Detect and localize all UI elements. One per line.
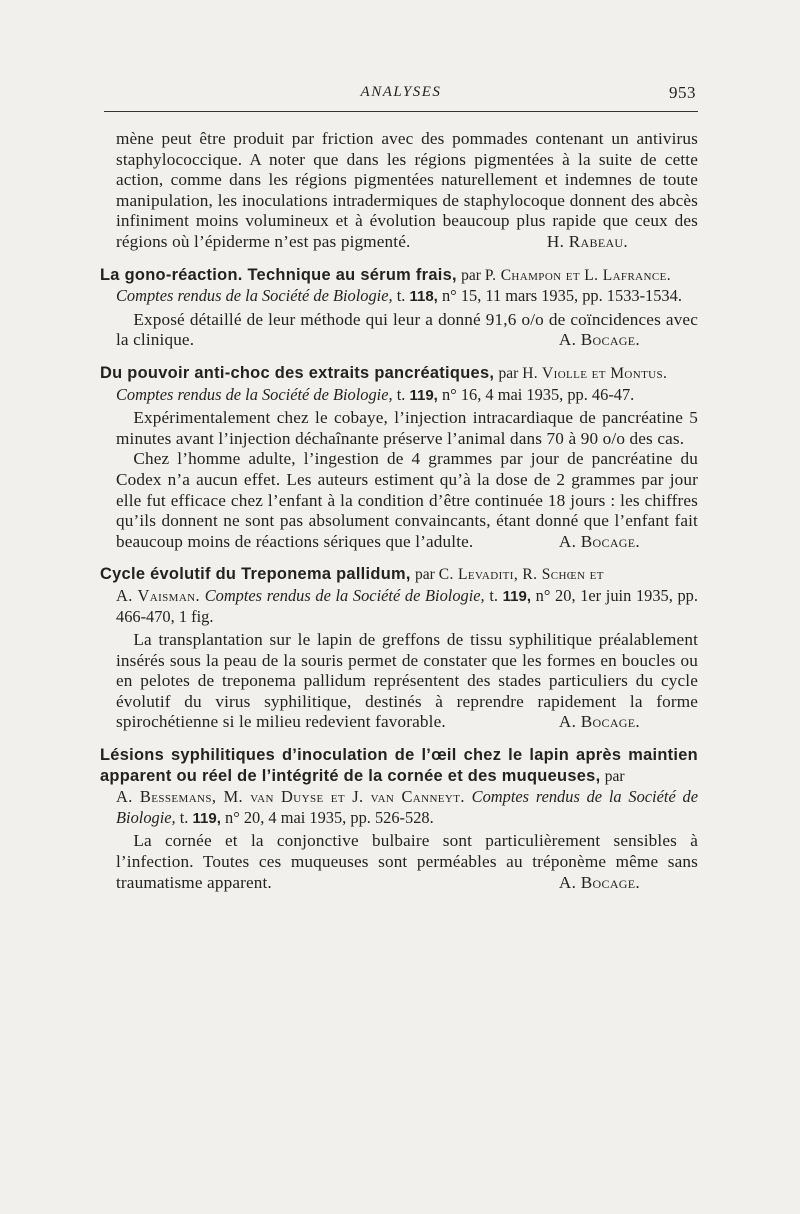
entry-citation <box>116 385 698 407</box>
entry-heading <box>100 363 698 385</box>
entry-authors: H. Violle et Montus. <box>522 364 668 382</box>
entry-authors: A. Bessemans, M. van Duyse et J. van Canneyt. <box>116 787 465 807</box>
paragraph-text: mène peut être produit par friction avec des pommades contenant un antivirus staphylococcique. A noter que dans les régions pigmentées à la suite de cette action, comme dans les régions pigmentées naturellement et indemnes de toute manipulation, les inoculations intradermiques de staphylocoque donnent des abcès infiniment moins volumineux et à évolution beaucoup plus rapide que ceux des régions où l’épiderme n’est pas pigmenté. <box>116 129 698 251</box>
abstract-paragraph <box>116 630 698 733</box>
entry-title: Lésions syphilitiques d’inoculation de l’œil chez le lapin après maintien apparent ou réel de l’intégrité de la cornée et des muqueuses, <box>100 746 698 785</box>
paragraph-text: Expérimentalement chez le cobaye, l’injection intracardiaque de pancréatine 5 minutes avant l’injection déchaînante préserve l’animal dans 70 à 90 o/o des cas. <box>116 408 698 448</box>
running-header <box>104 84 698 106</box>
paragraph-text: Chez l’homme adulte, l’ingestion de 4 grammes par jour de pancréatine du Codex n’a aucun effet. Les auteurs estiment qu’à la dose de 2 grammes par jour elle fut efficace chez l’enfant à la condition d’être continuée 18 jours : les chiffres qu’ils donnent ne sont pas absolument convaincants, étant donné que l’enfant fait beaucoup moins de réactions sériques que l’adulte. <box>116 449 698 551</box>
issue-info: n° 16, 4 mai 1935, pp. 46-47. <box>441 384 635 404</box>
issue-info: n° 20, 4 mai 1935, pp. 526-528. <box>225 807 434 827</box>
volume-number: 118, <box>409 288 438 306</box>
page-number: 953 <box>669 83 696 102</box>
entry-heading <box>100 265 698 287</box>
volume-prefix: t. <box>396 384 406 404</box>
author-signature: H. Rabeau. <box>546 231 628 251</box>
volume-prefix: t. <box>179 807 189 827</box>
abstract-paragraph <box>116 449 698 552</box>
by-label: par <box>415 566 439 584</box>
paragraph-text: La transplantation sur le lapin de greffons de tissu syphilitique préalablement insérés sous la peau de la souris permet de constater que les formes en boucles ou en pelotes de treponema pallidum représentent des stades particuliers du cycle évolutif du virus syphilitique, destinés à reprendre rapidement la forme spirochétienne si le milieu redevient favorable. <box>116 630 698 732</box>
abstract-entry <box>100 265 698 351</box>
by-label: par <box>498 364 523 382</box>
entry-citation <box>116 787 698 829</box>
volume-prefix: t. <box>396 286 406 306</box>
header-rule <box>104 111 698 112</box>
paragraph-text: Exposé détaillé de leur méthode qui leur a donné 91,6 o/o de coïncidences avec la clinique. <box>116 309 698 350</box>
page-body <box>100 129 698 893</box>
entry-citation <box>116 286 698 308</box>
section-title: ANALYSES <box>360 84 442 100</box>
entry-authors: C. Levaditi, R. Schœn et <box>438 566 604 584</box>
author-signature: A. Bocage. <box>558 330 640 350</box>
by-label: par <box>461 266 485 284</box>
abstract-paragraph <box>116 310 698 351</box>
entry-authors: P. Champon et L. Lafrance. <box>484 266 671 284</box>
entry-heading <box>100 745 698 787</box>
author-signature: A. Bocage. <box>558 872 640 892</box>
abstract-entry <box>100 363 698 552</box>
author-signature: A. Bocage. <box>558 531 640 551</box>
abstract-entry <box>100 745 698 893</box>
volume-number: 119, <box>192 809 221 827</box>
volume-number: 119, <box>409 386 438 404</box>
journal-name: Comptes rendus de la Société de Biologie, <box>116 384 393 404</box>
author-signature: A. Bocage. <box>558 712 640 732</box>
continuation-paragraph <box>116 129 698 253</box>
by-label: par <box>604 767 625 785</box>
abstract-paragraph <box>116 408 698 449</box>
volume-prefix: t. <box>489 585 498 605</box>
entry-title: Cycle évolutif du Treponema pallidum, <box>100 565 411 584</box>
entry-citation <box>116 586 698 628</box>
entry-authors-continued: A. Vaisman. <box>116 585 201 605</box>
issue-info: n° 15, 11 mars 1935, pp. 1533-1534. <box>441 286 682 306</box>
journal-name: Comptes rendus de la Société de Biologie, <box>116 787 698 827</box>
volume-number: 119, <box>502 587 531 605</box>
abstract-entry <box>100 564 698 733</box>
entry-title: Du pouvoir anti-choc des extraits pancréatiques, <box>100 363 495 382</box>
paragraph-text: La cornée et la conjonctive bulbaire sont particulièrement sensibles à l’infection. Toutes ces muqueuses sont perméables au tréponème même sans traumatisme apparent. <box>116 831 698 892</box>
journal-name: Comptes rendus de la Société de Biologie, <box>204 585 485 605</box>
entry-heading <box>100 564 698 586</box>
issue-info: n° 20, 1er juin 1935, pp. 466-470, 1 fig. <box>116 585 698 627</box>
entry-title: La gono-réaction. Technique au sérum frais, <box>100 265 457 284</box>
journal-name: Comptes rendus de la Société de Biologie, <box>116 286 393 306</box>
abstract-paragraph <box>116 831 698 893</box>
